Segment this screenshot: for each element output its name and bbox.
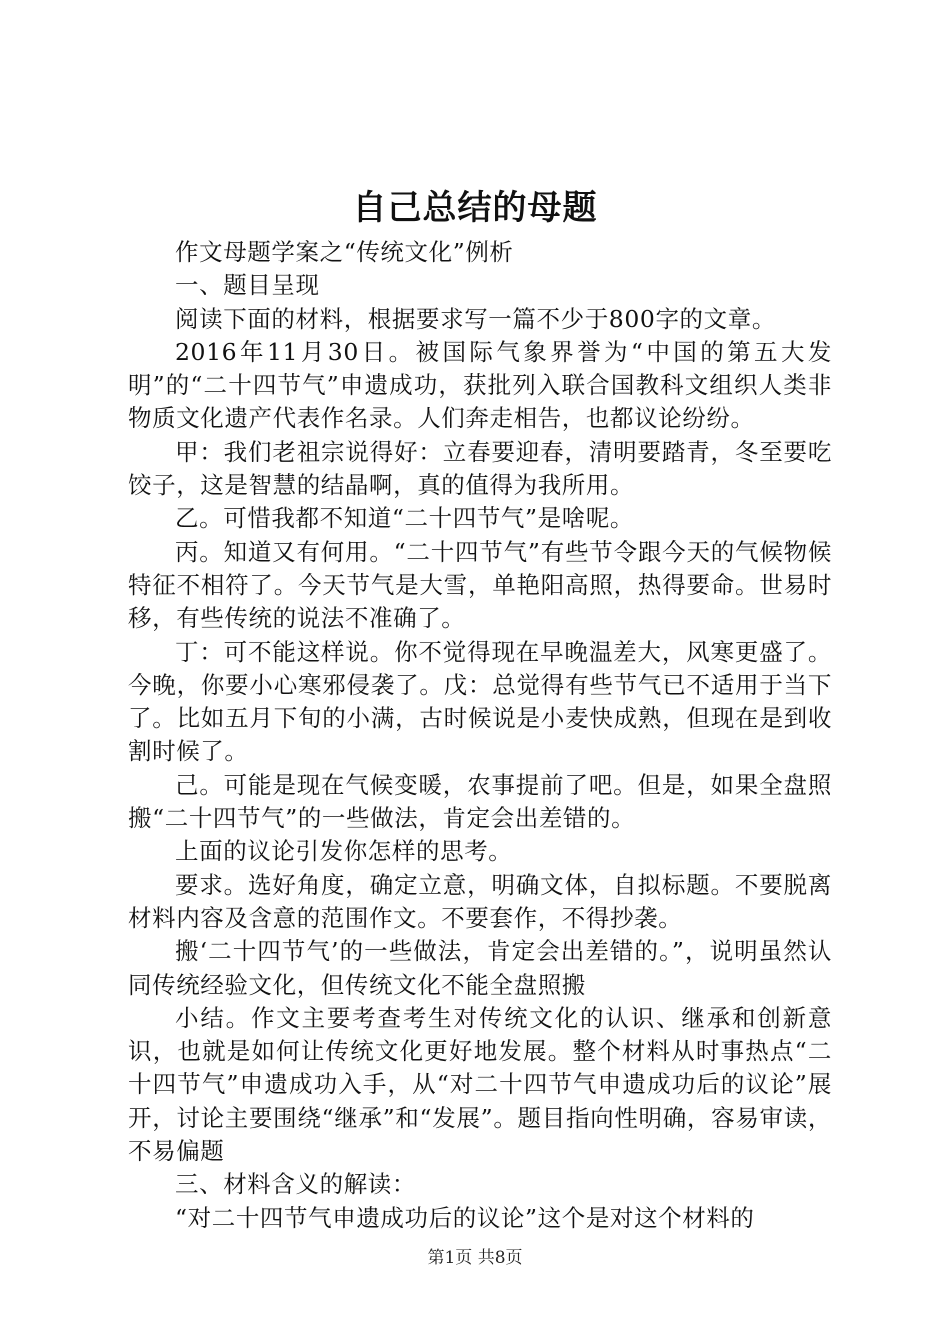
paragraph: 阅读下面的材料，根据要求写一篇不少于800字的文章。 bbox=[175, 304, 776, 333]
paragraph: 作文母题学案之“传统文化”例析 bbox=[175, 238, 514, 266]
section-heading: 三、材料含义的解读： bbox=[175, 1170, 416, 1199]
paragraph: “对二十四节气申遗成功后的议论”这个是对这个材料的 bbox=[175, 1203, 755, 1232]
paragraph: 丙。知道又有何用。“二十四节气”有些节令跟今天的气候物候特征不相符了。今天节气是大雪，单艳阳高照，热得要命。世易时移，有些传统的说法不准确了。 bbox=[128, 537, 832, 633]
paragraph: 乙。可惜我都不知道“二十四节气”是啥呢。 bbox=[175, 504, 635, 533]
paragraph: 丁：可不能这样说。你不觉得现在早晚温差大，风寒更盛了。今晚，你要小心寒邪侵袭了。戊：总觉得有些节气已不适用于当下了。比如五月下旬的小满，古时候说是小麦快成熟，但现在是到收割时候了。 bbox=[128, 637, 832, 766]
page-footer: 第1页 共8页 bbox=[427, 1248, 523, 1268]
paragraph: 要求。选好角度，确定立意，明确文体，自拟标题。不要脱离材料内容及含意的范围作文。不要套作，不得抄袭。 bbox=[128, 870, 832, 932]
page-title: 自己总结的母题 bbox=[352, 188, 598, 228]
paragraph: 搬‘二十四节气’的一些做法，肯定会出差错的。”，说明虽然认同传统经验文化，但传统文化不能全盘照搬 bbox=[128, 937, 832, 999]
paragraph: 己。可能是现在气候变暖，农事提前了吧。但是，如果全盘照搬“二十四节气”的一些做法，肯定会出差错的。 bbox=[128, 770, 832, 833]
paragraph: 小结。作文主要考查考生对传统文化的认识、继承和创新意识，也就是如何让传统文化更好地发展。整个材料从时事热点“二十四节气”申遗成功入手，从“对二十四节气申遗成功后的议论”展开，讨论主要围绕“继承”和“发展”。题目指向性明确，容易审读，不易偏题 bbox=[128, 1003, 832, 1166]
paragraph: 2016年11月30日。被国际气象界誉为“中国的第五大发明”的“二十四节气”申遗成功，获批列入联合国教科文组织人类非物质文化遗产代表作名录。人们奔走相告，也都议论纷纷。 bbox=[128, 337, 832, 433]
paragraph: 甲：我们老祖宗说得好：立春要迎春，清明要踏青，冬至要吃饺子，这是智慧的结晶啊，真的值得为我所用。 bbox=[128, 437, 832, 500]
document-body bbox=[128, 236, 832, 1235]
section-heading: 一、题目呈现 bbox=[175, 271, 320, 300]
paragraph: 上面的议论引发你怎样的思考。 bbox=[175, 837, 513, 866]
